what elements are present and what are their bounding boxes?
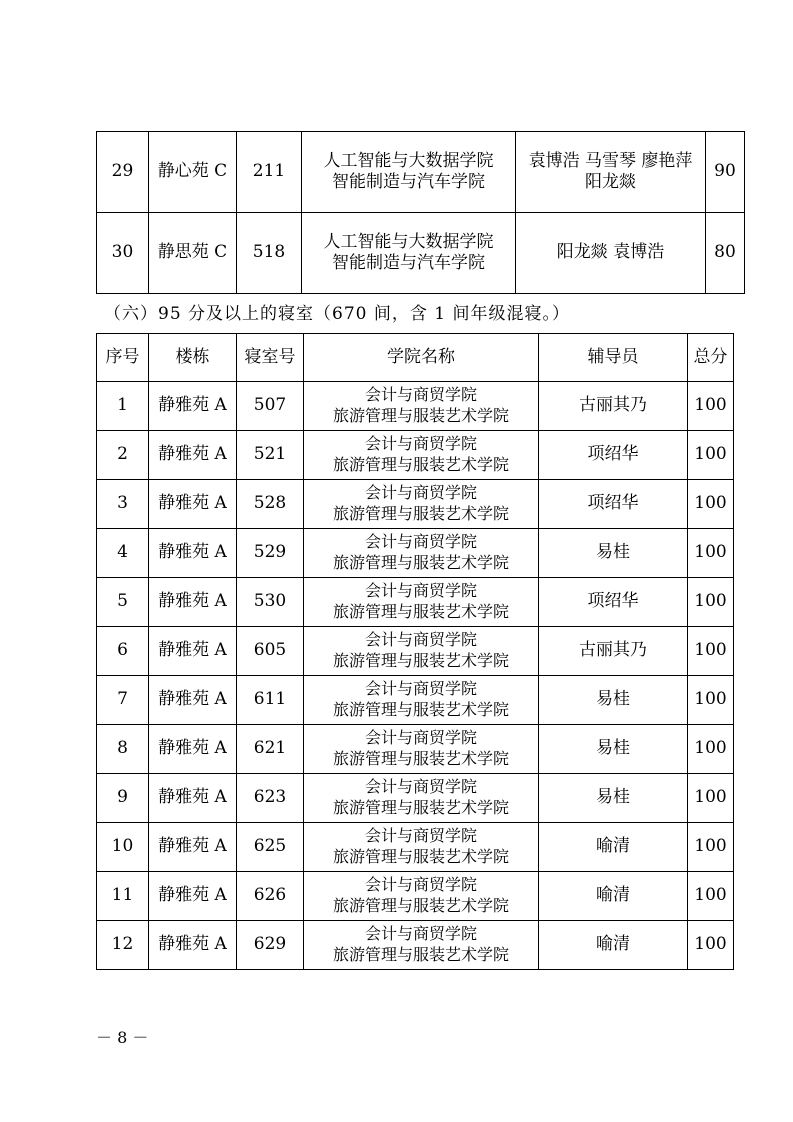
header-score: 总分 [688,334,734,382]
college-cell [304,529,539,578]
seq-cell: 5 [97,578,149,627]
college-line: 会计与商贸学院 [364,581,477,601]
counselor-cell: 项绍华 [539,431,688,480]
score-cell: 100 [688,774,734,823]
building-cell: 静雅苑 A [149,382,237,431]
header-row [97,334,734,382]
score-cell: 100 [688,627,734,676]
seq-cell: 1 [97,382,149,431]
seq-cell: 7 [97,676,149,725]
room-cell: 530 [237,578,304,627]
counselor-cell: 易桂 [539,774,688,823]
table-row [97,480,734,529]
college-cell [304,774,539,823]
building-cell: 静雅苑 A [149,676,237,725]
counselor-cell: 喻清 [539,823,688,872]
college-line: 智能制造与汽车学院 [332,253,485,273]
counselor-cell: 项绍华 [539,480,688,529]
score-cell: 100 [688,823,734,872]
table-row [97,529,734,578]
score-cell: 100 [688,382,734,431]
college-cell [304,921,539,970]
room-cell: 629 [237,921,304,970]
college-cell [304,725,539,774]
college-line: 会计与商贸学院 [364,875,477,895]
seq-cell: 11 [97,872,149,921]
seq-cell: 9 [97,774,149,823]
building-cell: 静雅苑 A [149,431,237,480]
seq-cell: 3 [97,480,149,529]
building-cell: 静思苑 C [149,213,237,294]
college-line: 会计与商贸学院 [364,777,477,797]
college-line: 会计与商贸学院 [364,434,477,454]
counselor-cell: 古丽其乃 [539,627,688,676]
seq-cell: 6 [97,627,149,676]
table-row [97,213,745,294]
section-heading: （六）95 分及以上的寝室（670 间，含 1 间年级混寝。） [104,304,571,324]
college-line: 会计与商贸学院 [364,728,477,748]
room-cell: 518 [237,213,302,294]
score-cell: 90 [706,132,745,213]
counselor-cell: 易桂 [539,676,688,725]
room-cell: 529 [237,529,304,578]
room-cell: 611 [237,676,304,725]
counselor-cell: 阳龙燚 袁博浩 [516,213,706,294]
college-line: 旅游管理与服装艺术学院 [332,651,509,670]
score-cell: 100 [688,529,734,578]
college-cell [304,627,539,676]
room-cell: 211 [237,132,302,213]
score-cell: 100 [688,431,734,480]
page-number: － 8 － [96,1028,149,1047]
room-cell: 623 [237,774,304,823]
building-cell: 静雅苑 A [149,774,237,823]
counselor-cell [516,132,706,213]
score-cell: 100 [688,872,734,921]
building-cell: 静雅苑 A [149,578,237,627]
college-line: 会计与商贸学院 [364,483,477,503]
building-cell: 静雅苑 A [149,725,237,774]
table-row [97,578,734,627]
table-row [97,382,734,431]
college-line: 旅游管理与服装艺术学院 [332,700,509,719]
score-cell: 80 [706,213,745,294]
college-cell [304,578,539,627]
college-line: 旅游管理与服装艺术学院 [332,847,509,866]
score-cell: 100 [688,480,734,529]
building-cell: 静雅苑 A [149,921,237,970]
college-cell [304,823,539,872]
room-cell: 521 [237,431,304,480]
table-row [97,921,734,970]
table-row [97,725,734,774]
college-cell [304,431,539,480]
college-cell [304,382,539,431]
seq-cell: 30 [97,213,149,294]
room-cell: 528 [237,480,304,529]
header-college: 学院名称 [304,334,539,382]
score-cell: 100 [688,921,734,970]
room-cell: 621 [237,725,304,774]
college-line: 智能制造与汽车学院 [332,172,485,192]
college-line: 人工智能与大数据学院 [323,231,494,252]
seq-cell: 29 [97,132,149,213]
score-cell: 100 [688,676,734,725]
header-seq: 序号 [97,334,149,382]
table-row [97,627,734,676]
counselor-cell: 易桂 [539,725,688,774]
continued-table [96,131,745,294]
college-line: 旅游管理与服装艺术学院 [332,798,509,817]
college-line: 会计与商贸学院 [364,532,477,552]
college-line: 旅游管理与服装艺术学院 [332,945,509,964]
header-counselor: 辅导员 [539,334,688,382]
counselor-cell: 易桂 [539,529,688,578]
college-cell [302,132,516,213]
table-row [97,676,734,725]
counselor-cell: 喻清 [539,921,688,970]
seq-cell: 10 [97,823,149,872]
seq-cell: 12 [97,921,149,970]
college-line: 旅游管理与服装艺术学院 [332,602,509,621]
counselor-cell: 喻清 [539,872,688,921]
college-line: 会计与商贸学院 [364,826,477,846]
seq-cell: 8 [97,725,149,774]
college-line: 旅游管理与服装艺术学院 [332,504,509,523]
counselor-line: 阳龙燚 [585,172,636,192]
college-line: 会计与商贸学院 [364,385,477,405]
building-cell: 静雅苑 A [149,627,237,676]
building-cell: 静雅苑 A [149,823,237,872]
table-row [97,872,734,921]
counselor-line: 袁博浩 马雪琴 廖艳萍 [528,150,693,171]
table-row [97,431,734,480]
seq-cell: 4 [97,529,149,578]
college-line: 会计与商贸学院 [364,679,477,699]
college-cell [304,676,539,725]
room-cell: 626 [237,872,304,921]
college-line: 旅游管理与服装艺术学院 [332,553,509,572]
dorm-score-table [96,333,734,970]
building-cell: 静心苑 C [149,132,237,213]
college-cell [304,872,539,921]
header-building: 楼栋 [149,334,237,382]
counselor-cell: 古丽其乃 [539,382,688,431]
building-cell: 静雅苑 A [149,872,237,921]
college-line: 旅游管理与服装艺术学院 [332,749,509,768]
college-line: 旅游管理与服装艺术学院 [332,455,509,474]
score-cell: 100 [688,578,734,627]
room-cell: 625 [237,823,304,872]
table-row [97,132,745,213]
college-cell [302,213,516,294]
table-row [97,774,734,823]
building-cell: 静雅苑 A [149,529,237,578]
college-line: 会计与商贸学院 [364,924,477,944]
building-cell: 静雅苑 A [149,480,237,529]
seq-cell: 2 [97,431,149,480]
counselor-cell: 项绍华 [539,578,688,627]
room-cell: 507 [237,382,304,431]
table-row [97,823,734,872]
room-cell: 605 [237,627,304,676]
college-cell [304,480,539,529]
college-line: 人工智能与大数据学院 [323,150,494,171]
score-cell: 100 [688,725,734,774]
college-line: 旅游管理与服装艺术学院 [332,406,509,425]
header-room: 寝室号 [237,334,304,382]
college-line: 会计与商贸学院 [364,630,477,650]
college-line: 旅游管理与服装艺术学院 [332,896,509,915]
